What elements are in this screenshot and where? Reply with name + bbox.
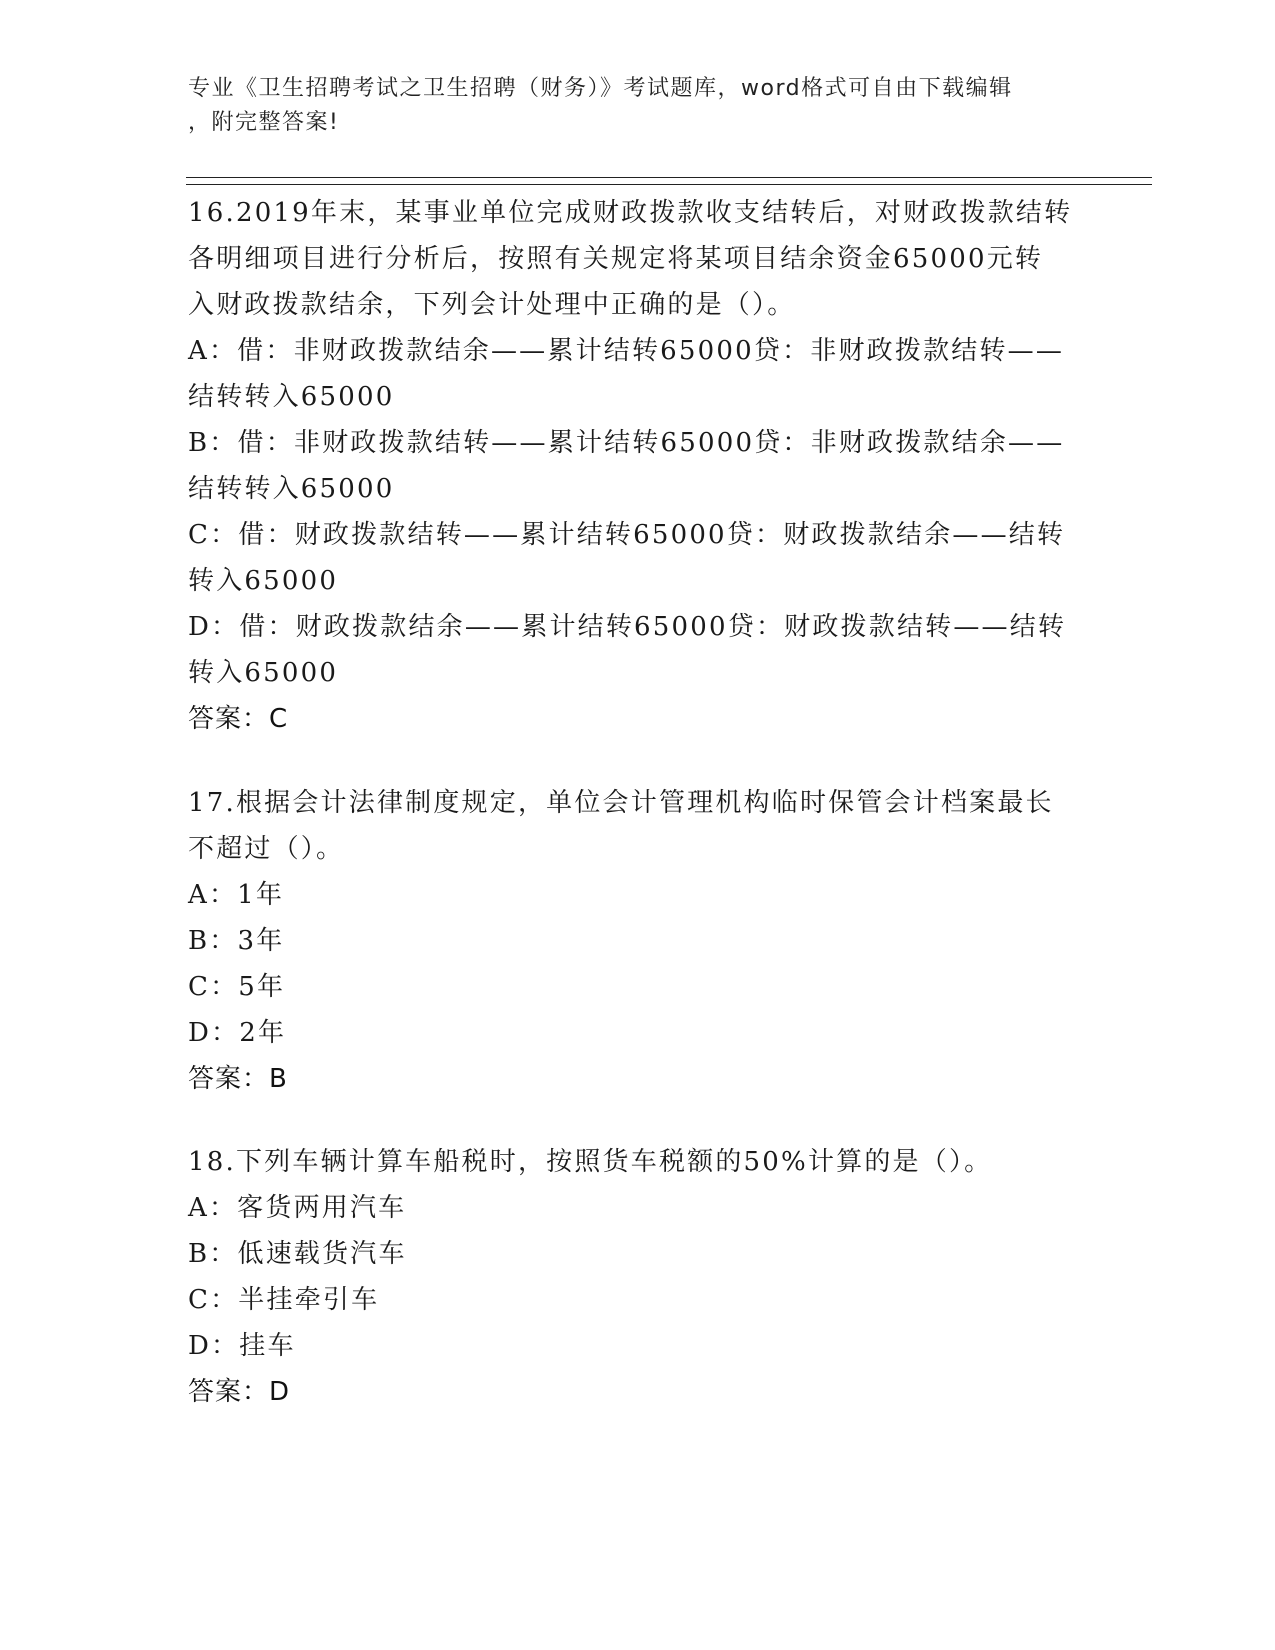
- option-b-continuation: 结转转入65000: [188, 474, 395, 504]
- option-b: B：借：非财政拨款结转——累计结转65000贷：非财政拨款结余——: [188, 428, 1065, 458]
- answer-line: 答案：B: [188, 1064, 288, 1094]
- document-header: [188, 72, 1068, 140]
- question-stem-line: 17.根据会计法律制度规定，单位会计管理机构临时保管会计档案最长: [188, 788, 1054, 818]
- header-divider-top: [186, 177, 1152, 178]
- option-d-continuation: 转入65000: [188, 658, 339, 688]
- option-b: B：低速载货汽车: [188, 1239, 407, 1269]
- option-c: C：半挂牵引车: [188, 1285, 380, 1315]
- question-16: [188, 190, 1088, 742]
- question-stem-line: 不超过（）。: [188, 834, 345, 864]
- option-c-continuation: 转入65000: [188, 566, 339, 596]
- answer-line: 答案：C: [188, 704, 289, 734]
- header-divider-bottom: [186, 184, 1152, 185]
- option-c: C：借：财政拨款结转——累计结转65000贷：财政拨款结余——结转: [188, 520, 1066, 550]
- header-line-1: 专业《卫生招聘考试之卫生招聘（财务）》考试题库，word格式可自由下载编辑: [188, 76, 1013, 101]
- question-stem-line: 16.2019年末，某事业单位完成财政拨款收支结转后，对财政拨款结转: [188, 198, 1073, 228]
- option-d: D：挂车: [188, 1331, 296, 1361]
- option-a: A：客货两用汽车: [188, 1193, 407, 1223]
- question-stem-line: 18.下列车辆计算车船税时，按照货车税额的50%计算的是（）。: [188, 1147, 993, 1177]
- answer-line: 答案：D: [188, 1377, 291, 1407]
- option-d: D：2年: [188, 1018, 287, 1048]
- option-c: C：5年: [188, 972, 286, 1002]
- option-a-continuation: 结转转入65000: [188, 382, 395, 412]
- question-stem-line: 各明细项目进行分析后，按照有关规定将某项目结余资金65000元转: [188, 244, 1044, 274]
- option-b: B：3年: [188, 926, 285, 956]
- option-a: A：1年: [188, 880, 285, 910]
- question-stem-line: 入财政拨款结余，下列会计处理中正确的是（）。: [188, 290, 796, 320]
- option-d: D：借：财政拨款结余——累计结转65000贷：财政拨款结转——结转: [188, 612, 1067, 642]
- question-17: [188, 780, 1088, 1102]
- header-line-2: ，附完整答案!: [188, 110, 340, 135]
- question-18: [188, 1139, 1088, 1415]
- option-a: A：借：非财政拨款结余——累计结转65000贷：非财政拨款结转——: [188, 336, 1065, 366]
